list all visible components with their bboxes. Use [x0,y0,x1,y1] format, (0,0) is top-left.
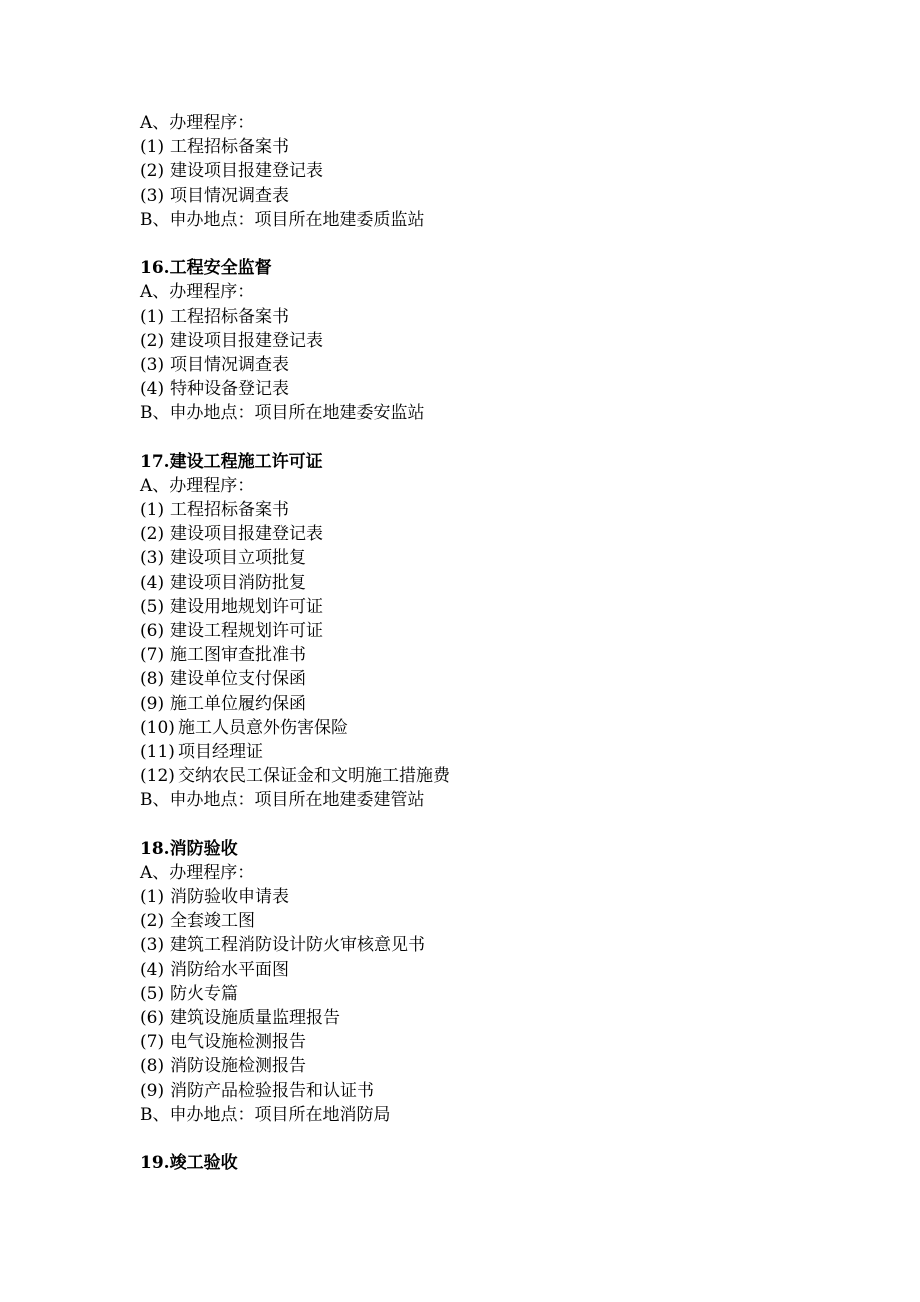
procedure-label: A、办理程序： [140,475,255,496]
list-item [140,546,840,570]
list-item [140,1006,840,1030]
list-item [140,135,840,159]
spacer [140,1127,840,1151]
item-text: 施工人员意外伤害保险 [178,717,348,738]
item-text: 建设项目立项批复 [170,548,306,569]
item-number: (9) [140,1080,165,1101]
item-text: 电气设施检测报告 [170,1032,306,1053]
list-item [140,1030,840,1054]
spacer [140,232,840,256]
item-text: 项目经理证 [178,741,263,762]
item-text: 消防产品检验报告和认证书 [170,1080,374,1101]
list-item [140,909,840,933]
item-text: 建设项目报建登记表 [170,330,323,351]
item-text: 项目情况调查表 [170,185,289,206]
location-line: B、申办地点：项目所在地建委安监站 [140,403,425,424]
item-number: (1) [140,137,165,158]
list-item [140,982,840,1006]
item-text: 消防验收申请表 [170,887,289,907]
list-item [140,958,840,982]
list-item [140,159,840,183]
item-text: 建筑工程消防设计防火审核意见书 [170,935,425,956]
item-text: 工程招标备案书 [170,137,289,158]
list-item [140,305,840,329]
section-19 [140,1151,840,1175]
item-number: (3) [140,548,165,569]
item-text: 建设项目报建登记表 [170,161,323,182]
item-text: 交纳农民工保证金和文明施工措施费 [178,766,450,787]
list-item [140,716,840,740]
item-number: (2) [140,330,165,351]
item-number: (3) [140,935,165,956]
list-item [140,1079,840,1103]
item-text: 建设项目报建登记表 [170,524,323,545]
list-item [140,764,840,788]
item-text: 建设项目消防批复 [170,572,306,593]
item-number: (4) [140,572,165,593]
item-number: (11) [140,741,175,762]
list-item [140,595,840,619]
item-text: 消防设施检测报告 [170,1056,306,1077]
list-item [140,1054,840,1078]
section-title: 18.消防验收 [140,838,238,859]
item-number: (5) [140,983,165,1004]
item-text: 全套竣工图 [170,911,255,932]
list-item [140,643,840,667]
section-17 [140,450,840,813]
item-number: (7) [140,1032,165,1053]
list-item [140,571,840,595]
item-text: 特种设备登记表 [170,379,289,400]
list-item [140,885,840,909]
section-16 [140,256,840,425]
item-number: (8) [140,669,165,690]
item-number: (1) [140,500,165,520]
section-title: 16.工程安全监督 [140,258,272,279]
item-number: (6) [140,1007,165,1028]
list-item [140,933,840,957]
item-number: (12) [140,766,175,787]
list-item [140,498,840,522]
item-number: (1) [140,887,165,907]
item-text: 建设工程规划许可证 [170,620,323,641]
section-title: 19.竣工验收 [140,1153,238,1174]
item-number: (10) [140,717,175,738]
item-text: 防火专篇 [170,983,238,1004]
item-number: (3) [140,354,165,375]
list-item [140,377,840,401]
item-text: 建筑设施质量监理报告 [170,1007,340,1028]
item-number: (3) [140,185,165,206]
section-prev [140,111,840,232]
spacer [140,812,840,836]
item-number: (4) [140,959,165,980]
item-number: (1) [140,306,165,327]
item-text: 工程招标备案书 [170,500,289,520]
list-item [140,353,840,377]
item-number: (2) [140,524,165,545]
document-page [140,111,840,1175]
list-item [140,522,840,546]
item-text: 项目情况调查表 [170,354,289,375]
location-line: B、申办地点：项目所在地消防局 [140,1104,391,1125]
list-item [140,692,840,716]
location-line: B、申办地点：项目所在地建委建管站 [140,790,425,811]
list-item [140,667,840,691]
item-text: 建设用地规划许可证 [170,596,323,617]
procedure-label: A、办理程序： [140,862,255,883]
item-number: (8) [140,1056,165,1077]
procedure-label: A、办理程序： [140,282,255,303]
item-number: (9) [140,693,165,714]
spacer [140,425,840,449]
item-number: (2) [140,161,165,182]
location-line: B、申办地点：项目所在地建委质监站 [140,209,425,230]
item-number: (6) [140,620,165,641]
list-item [140,619,840,643]
section-title: 17.建设工程施工许可证 [140,451,323,472]
item-text: 消防给水平面图 [170,959,289,980]
item-text: 建设单位支付保函 [170,669,306,690]
item-number: (7) [140,645,165,666]
item-text: 工程招标备案书 [170,306,289,327]
procedure-label: A、办理程序： [140,113,255,133]
item-number: (5) [140,596,165,617]
list-item [140,329,840,353]
list-item [140,184,840,208]
item-text: 施工图审查批准书 [170,645,306,666]
item-number: (2) [140,911,165,932]
item-text: 施工单位履约保函 [170,693,306,714]
item-number: (4) [140,379,165,400]
section-18 [140,837,840,1127]
list-item [140,740,840,764]
